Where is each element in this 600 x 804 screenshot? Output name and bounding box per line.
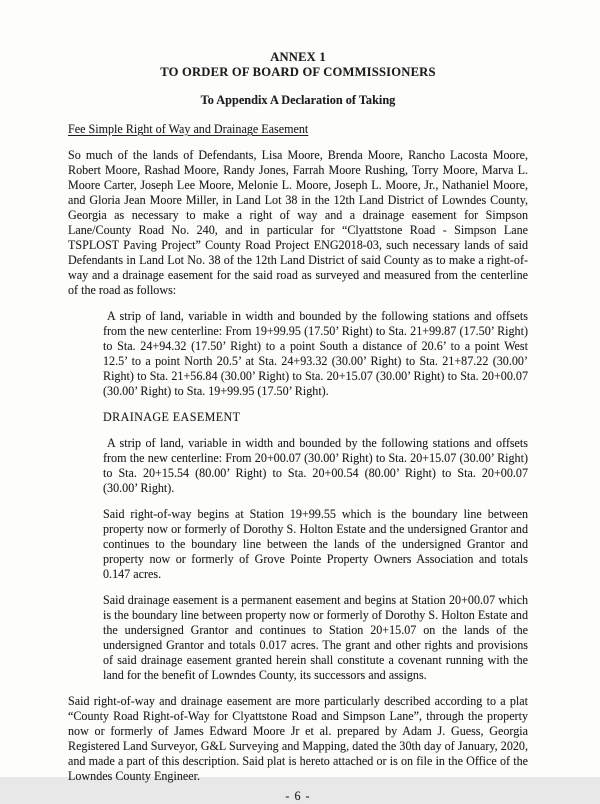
section-heading: Fee Simple Right of Way and Drainage Easement [68,122,309,136]
plat-description-paragraph: Said right-of-way and drainage easement are more particularly described according to a plat “County Road Right-of-Way for Clyattstone Road and Simpson Lane”, through the property now or formerly of James Edward Moore Jr et al. prepared by Adam J. Guess, Georgia Registered Land Surveyor, G&L Surveying and Mapping, dated the 30th day of January, 2020, and made a part of this description. Said plat is hereto attached or is on file in the Office of the Lowndes County Engineer. [68,694,528,783]
intro-paragraph: So much of the lands of Defendants, Lisa Moore, Brenda Moore, Rancho Lacosta Moore, Robert Moore, Rashad Moore, Randy Jones, Farrah Moore Rushing, Torry Moore, Marva L. Moore Carter, Joseph Lee Moore, Melonie L. Moore, Joseph L. Moore, Jr., Nathaniel Moore, and Gloria Jean Moore Miller, in Land Lot 38 in the 12th Land District of Lowndes County, Georgia as necessary to make a right of way and a drainage easement for Simpson Lane/County Road No. 240, and in particular for “Clyattstone Road - Simpson Lane TSPLOST Paving Project” County Road Project ENG2018-03, such necessary lands of said Defendants in Land Lot No. 38 of the 12th Land District of said County as to make a right-of-way and a drainage easement for the said road as surveyed and measured from the centerline of the road as follows: [68,148,528,297]
annex-title: ANNEX 1 [270,50,326,64]
drainage-easement-heading: DRAINAGE EASEMENT [103,410,241,424]
drainage-strip-paragraph: A strip of land, variable in width and bounded by the following stations and offsets from the new centerline: From 20+00.07 (30.00’ Right) to Sta. 20+15.07 (30.00’ Right) to Sta. 20+15.54 (80.00’ Right) to Sta. 20+00.54 (80.00’ Right) to Sta. 20+00.07 (30.00’ Right). [103,436,528,495]
right-of-way-begins-paragraph: Said right-of-way begins at Station 19+99.55 which is the boundary line between property now or formerly of Dorothy S. Holton Estate and the undersigned Grantor and continues to the boundary line between the lands of the undersigned Grantor and property now or formerly of Grove Pointe Property Owners Association and totals 0.147 acres. [103,507,528,581]
right-of-way-strip-paragraph: A strip of land, variable in width and bounded by the following stations and offsets from the new centerline: From 19+99.95 (17.50’ Right) to Sta. 21+99.87 (17.50’ Right) to Sta. 24+94.32 (17.50’ Right) to a point South a distance of 20.6’ to a point West 12.5’ to a point North 20.5’ at Sta. 24+93.32 (30.00’ Right) to Sta. 21+87.22 (30.00’ Right) to Sta. 21+56.84 (30.00’ Right) to Sta. 20+15.07 (30.00’ Right) to Sta. 20+00.07 (30.00’ Right) to Sta. 19+99.95 (17.50’ Right). [103,309,528,398]
page-number: - 6 - [285,789,311,803]
document-header [68,50,528,79]
board-order-title: TO ORDER OF BOARD OF COMMISSIONERS [160,64,436,79]
appendix-subtitle: To Appendix A Declaration of Taking [200,93,396,107]
drainage-begins-paragraph: Said drainage easement is a permanent easement and begins at Station 20+00.07 which is the boundary line between property now or formerly of Dorothy S. Holton Estate and the undersigned Grantor and continues to Station 20+15.07 on the lands of the undersigned Grantor and totals 0.017 acres. The grant and other rights and provisions of said drainage easement granted herein shall constitute a covenant running with the land for the benefit of Lowndes County, its successors and assigns. [103,593,528,682]
